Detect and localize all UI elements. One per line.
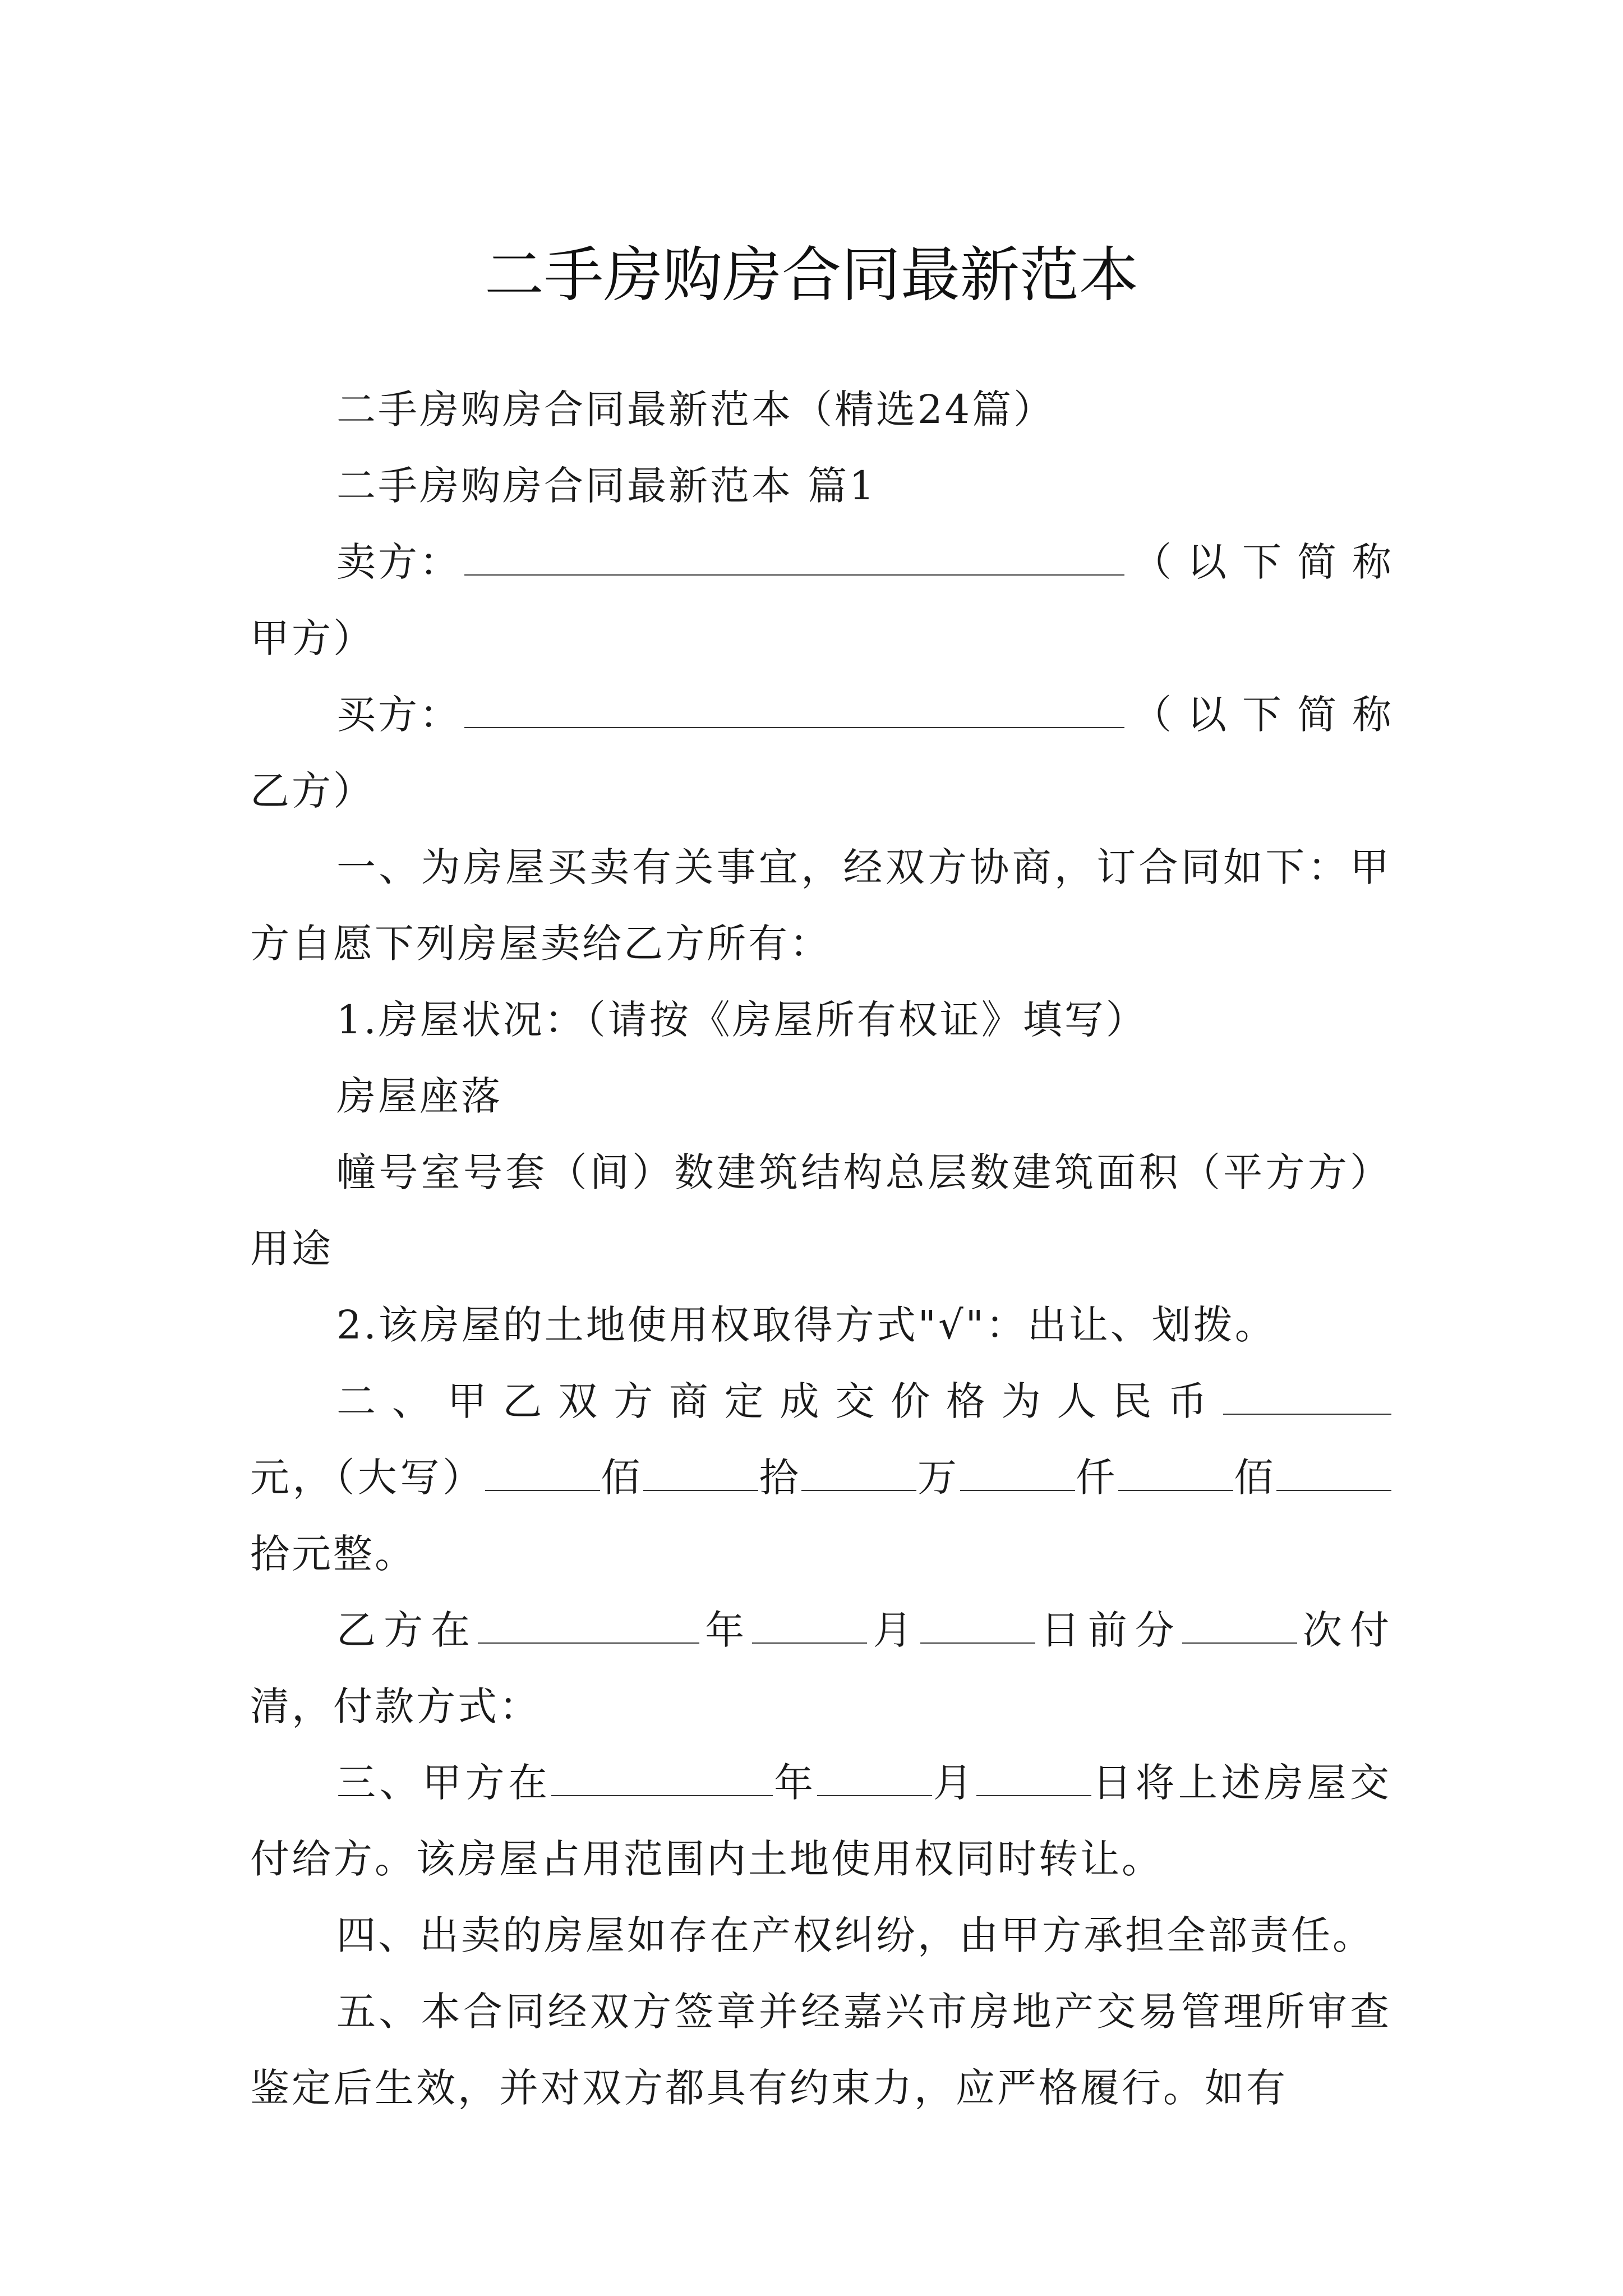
document-title: 二手房购房合同最新范本 bbox=[485, 241, 1138, 310]
amount-blank[interactable] bbox=[485, 1457, 600, 1491]
price-blank[interactable] bbox=[1223, 1381, 1391, 1415]
amount-blank[interactable] bbox=[801, 1457, 916, 1491]
clause-3-month: 月 bbox=[932, 1760, 976, 1806]
clause-2 bbox=[250, 1363, 1391, 1592]
buyer-blank[interactable] bbox=[464, 694, 1124, 728]
seller-line bbox=[250, 524, 1407, 677]
clause-4: 四、出卖的房屋如存在产权纠纷，由甲方承担全部责任。 bbox=[336, 1912, 1374, 1958]
item-2: 2.该房屋的土地使用权取得方式"√"：出让、划拨。 bbox=[336, 1302, 1276, 1348]
seller-continuation: 甲方） bbox=[250, 615, 375, 661]
payment-times-blank[interactable] bbox=[1182, 1610, 1297, 1644]
buyer-continuation: 乙方） bbox=[250, 768, 375, 814]
clause-3 bbox=[250, 1745, 1391, 1897]
delivery-year-blank[interactable] bbox=[551, 1763, 773, 1796]
payment-year: 年 bbox=[699, 1607, 753, 1653]
payment-day-blank[interactable] bbox=[920, 1610, 1035, 1644]
location-label: 房屋座落 bbox=[336, 1073, 502, 1119]
payment-year-blank[interactable] bbox=[478, 1610, 699, 1644]
clause-2-prefix: 二、甲乙双方商定成交价格为人民币 bbox=[336, 1378, 1223, 1424]
delivery-month-blank[interactable] bbox=[817, 1763, 932, 1796]
payment-day-before: 日前分 bbox=[1035, 1607, 1182, 1653]
seller-label: 卖方： bbox=[336, 539, 461, 585]
clause-3-year: 年 bbox=[772, 1760, 817, 1806]
clause-3-rest: 日将上述房屋交付给方。该房屋占用范围内土地使用权同时转让。 bbox=[250, 1760, 1391, 1882]
delivery-day-blank[interactable] bbox=[976, 1763, 1091, 1796]
item-1: 1.房屋状况：（请按《房屋所有权证》填写） bbox=[336, 997, 1147, 1043]
fields-row: 幢号室号套（间）数建筑结构总层数建筑面积（平方方）用途 bbox=[250, 1149, 1391, 1272]
payment-prefix: 乙方在 bbox=[336, 1607, 478, 1653]
amount-blank[interactable] bbox=[960, 1457, 1075, 1491]
seller-suffix: （以下简称 bbox=[1132, 539, 1407, 585]
amount-blank[interactable] bbox=[643, 1457, 758, 1491]
unit-bai-2: 佰 bbox=[1233, 1455, 1276, 1501]
clause-5: 五、本合同经双方签章并经嘉兴市房地产交易管理所审查鉴定后生效，并对双方都具有约束力，应严格履行。如有 bbox=[250, 1989, 1391, 2111]
unit-bai-1: 佰 bbox=[600, 1455, 643, 1501]
amount-blank[interactable] bbox=[1118, 1457, 1233, 1491]
clause-1: 一、为房屋买卖有关事宜，经双方协商，订合同如下：甲方自愿下列房屋卖给乙方所有： bbox=[250, 844, 1391, 967]
section-heading: 二手房购房合同最新范本 篇1 bbox=[336, 463, 877, 509]
amount-blank[interactable] bbox=[1276, 1457, 1391, 1491]
payment-clause bbox=[250, 1592, 1391, 1745]
buyer-suffix: （以下简称 bbox=[1132, 692, 1407, 738]
payment-times: 次付清，付款方式： bbox=[250, 1607, 1392, 1729]
clause-2-end: 拾元整。 bbox=[250, 1531, 416, 1577]
unit-wan: 万 bbox=[916, 1455, 960, 1501]
payment-month-blank[interactable] bbox=[752, 1610, 867, 1644]
payment-month: 月 bbox=[867, 1607, 920, 1653]
buyer-line bbox=[250, 677, 1407, 829]
unit-shi: 拾 bbox=[758, 1455, 802, 1501]
seller-blank[interactable] bbox=[464, 542, 1124, 576]
subtitle: 二手房购房合同最新范本（精选24篇） bbox=[336, 386, 1055, 432]
clause-3-prefix: 三、甲方在 bbox=[336, 1760, 551, 1806]
buyer-label: 买方： bbox=[336, 692, 461, 738]
document-body bbox=[250, 371, 1407, 2126]
clause-2-yuan: 元，（大写） bbox=[250, 1455, 485, 1501]
unit-qian: 仟 bbox=[1075, 1455, 1118, 1501]
